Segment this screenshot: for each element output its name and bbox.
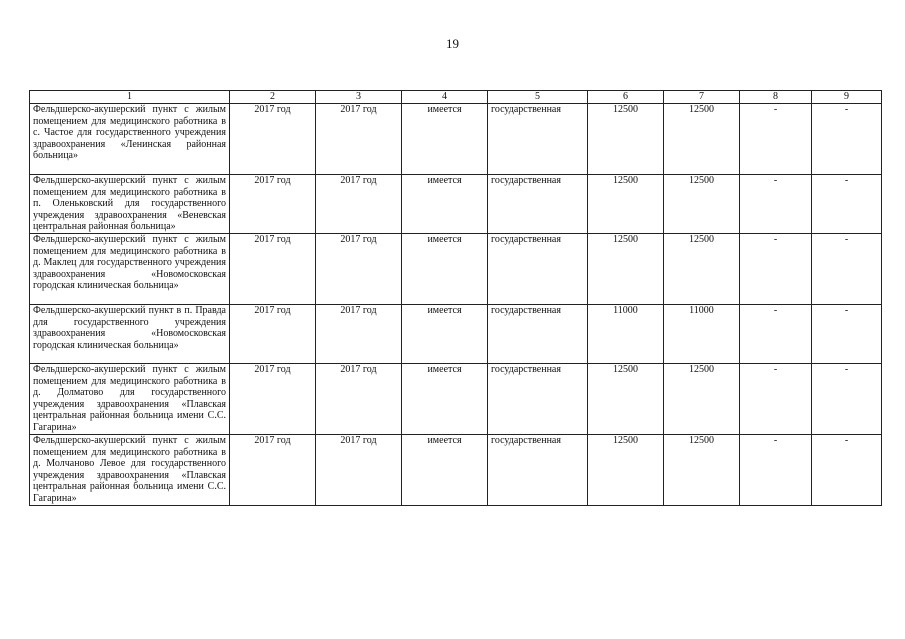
start-year-cell: 2017 год — [230, 234, 316, 305]
end-year-cell: 2017 год — [316, 175, 402, 234]
value-6-cell: 11000 — [588, 305, 664, 364]
start-year-cell: 2017 год — [230, 104, 316, 175]
ownership-cell: государственная — [488, 175, 588, 234]
start-year-cell: 2017 год — [230, 175, 316, 234]
facility-name-cell: Фельдшерско-акушерский пункт с жилым помещением для медицинского работника в д. Долматово для государственного учреждения здравоохранения «Плавская центральная районная больница имени С.С. Гагарина» — [30, 364, 230, 435]
end-year-cell: 2017 год — [316, 435, 402, 506]
value-9-cell: - — [812, 234, 882, 305]
value-6-cell: 12500 — [588, 104, 664, 175]
facilities-table — [29, 90, 882, 506]
facility-name-cell: Фельдшерско-акушерский пункт с жилым помещением для медицинского работника в п. Оленьковский для государственного учреждения здравоохранения «Веневская центральная районная больница» — [30, 175, 230, 234]
header-row — [30, 91, 882, 104]
value-7-cell: 12500 — [664, 175, 740, 234]
value-7-cell: 11000 — [664, 305, 740, 364]
value-9-cell: - — [812, 305, 882, 364]
ownership-cell: государственная — [488, 234, 588, 305]
facility-name-cell: Фельдшерско-акушерский пункт с жилым помещением для медицинского работника в с. Частое для государственного учреждения здравоохранения «Ленинская районная больница» — [30, 104, 230, 175]
facility-name-cell: Фельдшерско-акушерский пункт с жилым помещением для медицинского работника в д. Молчаново Левое для государственного учреждения здравоохранения «Плавская центральная районная больница имени С.С. Гагарина» — [30, 435, 230, 506]
value-7-cell: 12500 — [664, 435, 740, 506]
end-year-cell: 2017 год — [316, 234, 402, 305]
table-row — [30, 104, 882, 175]
value-7-cell: 12500 — [664, 364, 740, 435]
value-6-cell: 12500 — [588, 234, 664, 305]
status-cell: имеется — [402, 305, 488, 364]
value-8-cell: - — [740, 435, 812, 506]
page-number: 19 — [446, 36, 459, 51]
value-6-cell: 12500 — [588, 435, 664, 506]
column-header: 5 — [488, 91, 588, 104]
column-header: 6 — [588, 91, 664, 104]
column-header: 1 — [30, 91, 230, 104]
value-6-cell: 12500 — [588, 175, 664, 234]
column-header: 3 — [316, 91, 402, 104]
table-row — [30, 175, 882, 234]
end-year-cell: 2017 год — [316, 364, 402, 435]
value-6-cell: 12500 — [588, 364, 664, 435]
value-8-cell: - — [740, 305, 812, 364]
table-row — [30, 305, 882, 364]
status-cell: имеется — [402, 364, 488, 435]
status-cell: имеется — [402, 104, 488, 175]
ownership-cell: государственная — [488, 104, 588, 175]
start-year-cell: 2017 год — [230, 305, 316, 364]
value-9-cell: - — [812, 104, 882, 175]
value-9-cell: - — [812, 435, 882, 506]
facility-name-cell: Фельдшерско-акушерский пункт в п. Правда для государственного учреждения здравоохранения «Новомосковская городская клиническая больница» — [30, 305, 230, 364]
start-year-cell: 2017 год — [230, 435, 316, 506]
value-9-cell: - — [812, 364, 882, 435]
ownership-cell: государственная — [488, 435, 588, 506]
ownership-cell: государственная — [488, 305, 588, 364]
value-8-cell: - — [740, 364, 812, 435]
value-7-cell: 12500 — [664, 234, 740, 305]
value-8-cell: - — [740, 234, 812, 305]
column-header: 9 — [812, 91, 882, 104]
ownership-cell: государственная — [488, 364, 588, 435]
value-8-cell: - — [740, 104, 812, 175]
table-row — [30, 435, 882, 506]
column-header: 8 — [740, 91, 812, 104]
value-7-cell: 12500 — [664, 104, 740, 175]
status-cell: имеется — [402, 175, 488, 234]
table-row — [30, 234, 882, 305]
value-9-cell: - — [812, 175, 882, 234]
status-cell: имеется — [402, 435, 488, 506]
start-year-cell: 2017 год — [230, 364, 316, 435]
end-year-cell: 2017 год — [316, 305, 402, 364]
column-header: 7 — [664, 91, 740, 104]
table-row — [30, 364, 882, 435]
column-header: 2 — [230, 91, 316, 104]
status-cell: имеется — [402, 234, 488, 305]
facility-name-cell: Фельдшерско-акушерский пункт с жилым помещением для медицинского работника в д. Маклец для государственного учреждения здравоохранения «Новомосковская городская клиническая больница» — [30, 234, 230, 305]
value-8-cell: - — [740, 175, 812, 234]
column-header: 4 — [402, 91, 488, 104]
end-year-cell: 2017 год — [316, 104, 402, 175]
